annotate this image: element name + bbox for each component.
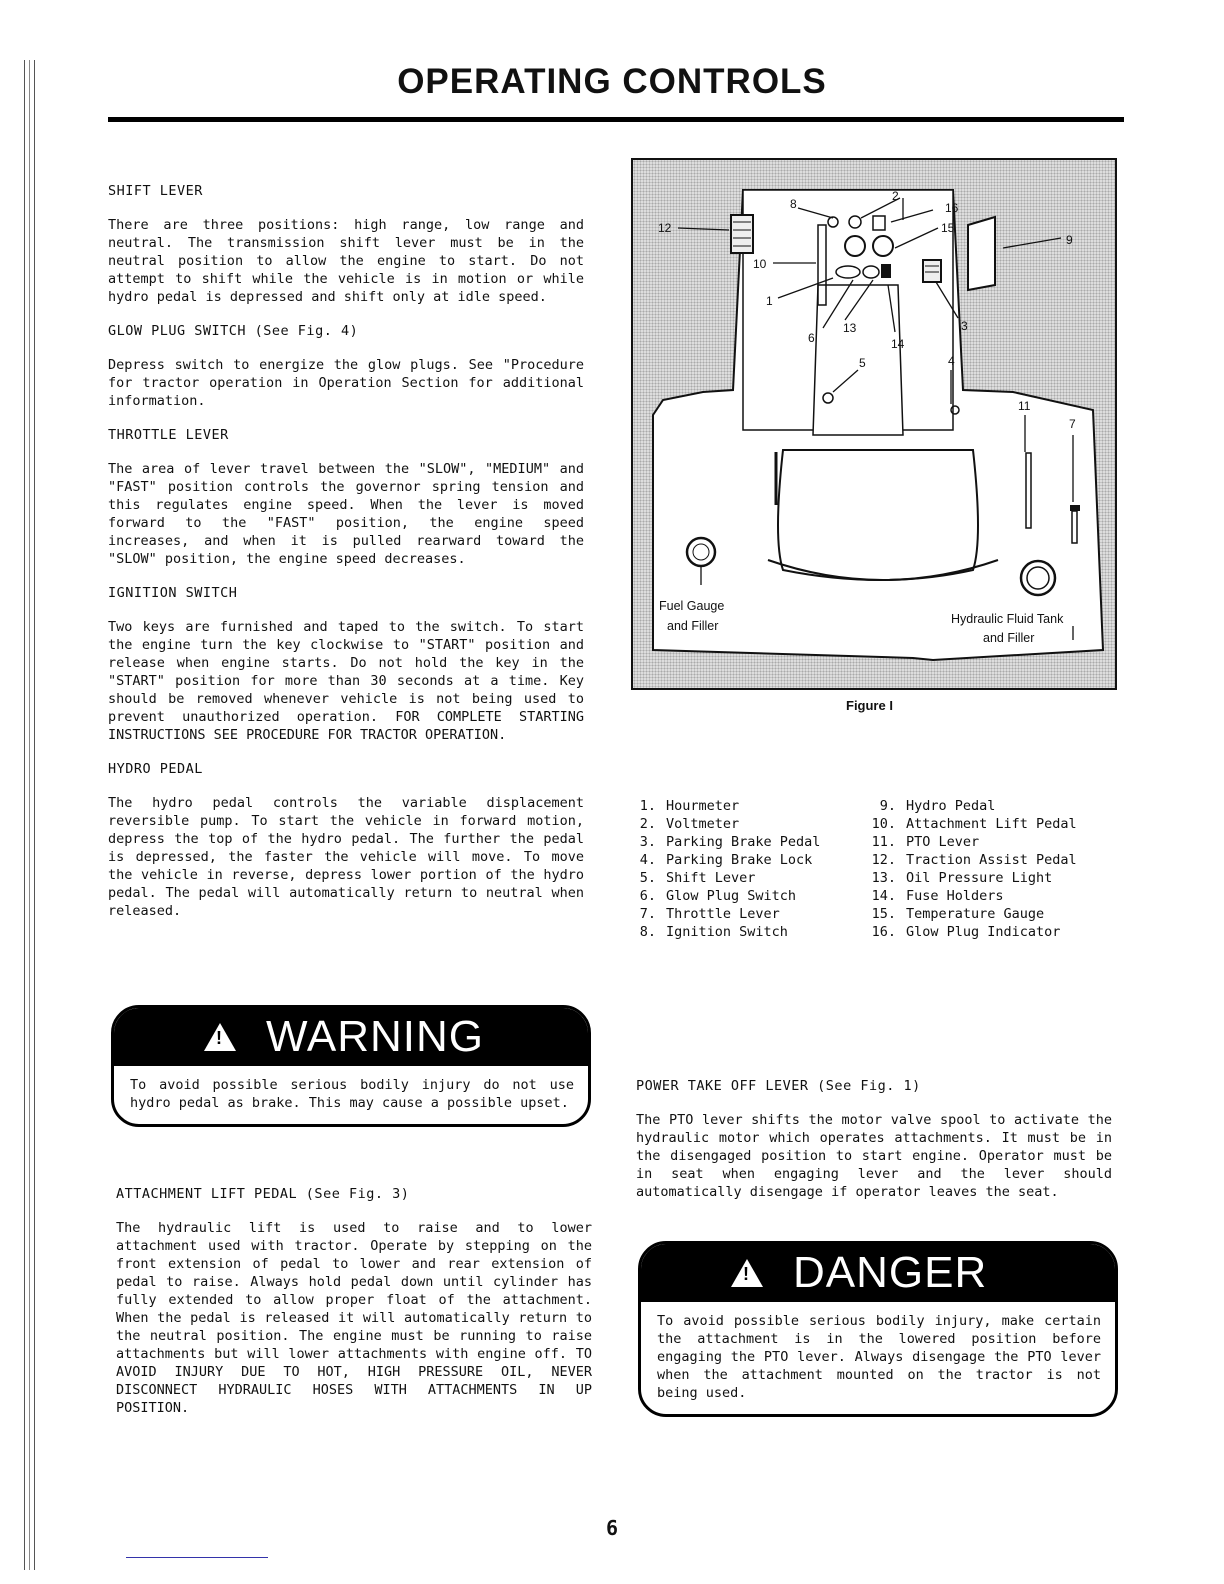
section-body-pto: The PTO lever shifts the motor valve spool to activate the hydraulic motor which operates attachments. It must be in the disengaged position to start engine. Operator must be in seat when engaging lever and the lever should automatically disengage if operator leaves the seat. bbox=[636, 1112, 1112, 1200]
warning-triangle-icon: ! bbox=[204, 1023, 236, 1051]
section-body-hydro-pedal: The hydro pedal controls the variable displacement reversible pump. To start the vehicle in forward motion, depress the top of the hydro pedal. The further the pedal is depressed, the faster the vehicle will move. To move the vehicle in reverse, depress lower portion of the hydro pedal. The pedal will automatically return to neutral when released. bbox=[108, 795, 584, 919]
binder-edge bbox=[22, 60, 38, 1570]
legend-item: 2. Voltmeter bbox=[639, 816, 740, 832]
section-heading-shift-lever: SHIFT LEVER bbox=[108, 183, 203, 199]
section-body-ignition: Two keys are furnished and taped to the switch. To start the engine turn the key clockwise to "START" position and release when engine starts. Do not hold the key in the "START" position for more than 30 seconds at a time. Key should be removed whenever vehicle is not being used to prevent unauthorized operation. FOR COMPLETE STARTING INSTRUCTIONS SEE PROCEDURE FOR TRACTOR OPERATION. bbox=[108, 619, 584, 743]
section-heading-hydro-pedal: HYDRO PEDAL bbox=[108, 761, 203, 777]
callout-10: 10 bbox=[753, 257, 767, 271]
callout-2: 2 bbox=[892, 189, 899, 203]
callout-4: 4 bbox=[948, 354, 955, 368]
section-body-throttle: The area of lever travel between the "SLOW", "MEDIUM" and "FAST" position controls the governor spring tension and this regulates engine speed. When the lever is moved forward to the "FAST" position, the engine speed increases, and when it is pulled rearward toward the "SLOW" position, the engine speed decreases. bbox=[108, 461, 584, 567]
center-tunnel bbox=[813, 285, 903, 435]
legend-item: 13. Oil Pressure Light bbox=[871, 870, 1053, 886]
section-body-attachment: The hydraulic lift is used to raise and to lower attachment used with tractor. Operate by stepping on the front extension of pedal to lower and rear extension of pedal to raise. Always hold pedal down until cylinder has fully extended to allow proper float of the attachment. When the pedal is released it will automatically return to the neutral position. The engine must be running to raise attachments but will lower attachments with engine off. TO AVOID INJURY DUE TO HOT, HIGH PRESSURE OIL, NEVER DISCONNECT HYDRAULIC HOSES WITH ATTACHMENTS IN UP POSITION. bbox=[116, 1220, 592, 1416]
left-column bbox=[108, 182, 584, 936]
legend-item: 8. Ignition Switch bbox=[639, 924, 788, 940]
hydraulic-tank-label-2: and Filler bbox=[983, 631, 1035, 645]
legend-item: 3. Parking Brake Pedal bbox=[639, 834, 821, 850]
section-heading-pto: POWER TAKE OFF LEVER (See Fig. 1) bbox=[636, 1078, 921, 1094]
callout-14: 14 bbox=[891, 337, 905, 351]
callout-6: 6 bbox=[808, 331, 815, 345]
legend-item: 11. PTO Lever bbox=[871, 834, 980, 850]
figure-1-diagram bbox=[631, 158, 1117, 690]
legend-right bbox=[868, 797, 1118, 941]
section-heading-throttle: THROTTLE LEVER bbox=[108, 427, 229, 443]
callout-11: 11 bbox=[1018, 399, 1031, 413]
warning-header bbox=[114, 1008, 588, 1066]
hydraulic-tank-label-1: Hydraulic Fluid Tank bbox=[951, 612, 1064, 626]
danger-triangle-icon: ! bbox=[731, 1259, 763, 1287]
section-body-shift-lever: There are three positions: high range, low range and neutral. The transmission shift lever must be in the neutral position to allow the engine to start. Do not attempt to shift while the vehicle is in motion or while hydro pedal is depressed and shift only at idle speed. bbox=[108, 217, 584, 305]
section-heading-ignition: IGNITION SWITCH bbox=[108, 585, 238, 601]
warning-box bbox=[111, 1005, 591, 1127]
callout-8: 8 bbox=[790, 197, 797, 211]
legend-item: 15. Temperature Gauge bbox=[871, 906, 1045, 922]
legend-item: 14. Fuse Holders bbox=[871, 888, 1004, 904]
fuel-gauge-icon bbox=[687, 538, 715, 566]
legend-item: 12. Traction Assist Pedal bbox=[871, 852, 1077, 868]
page-title: OPERATING CONTROLS bbox=[397, 62, 827, 101]
section-heading-glow-plug: GLOW PLUG SWITCH (See Fig. 4) bbox=[108, 323, 359, 339]
seat bbox=[778, 450, 978, 580]
legend-item: 16. Glow Plug Indicator bbox=[871, 924, 1061, 940]
attachment-section bbox=[116, 1185, 592, 1433]
fuel-gauge-label-2: and Filler bbox=[667, 619, 719, 633]
warning-label: WARNING bbox=[266, 1012, 485, 1061]
legend-item: 9. Hydro Pedal bbox=[879, 798, 996, 814]
legend-item: 10. Attachment Lift Pedal bbox=[871, 816, 1077, 832]
legend-item: 7. Throttle Lever bbox=[639, 906, 780, 922]
page-number: 6 bbox=[606, 1516, 619, 1540]
callout-16: 16 bbox=[945, 201, 959, 215]
legend-item: 6. Glow Plug Switch bbox=[639, 888, 797, 904]
warning-text: To avoid possible serious bodily injury do not use hydro pedal as brake. This may cause a possible upset. bbox=[130, 1077, 574, 1111]
section-body-glow-plug: Depress switch to energize the glow plugs. See "Procedure for tractor operation in Operation Section for additional information. bbox=[108, 357, 584, 409]
pto-section bbox=[636, 1077, 1112, 1217]
danger-label: DANGER bbox=[793, 1248, 988, 1297]
callout-9: 9 bbox=[1066, 233, 1073, 247]
section-heading-attachment: ATTACHMENT LIFT PEDAL (See Fig. 3) bbox=[116, 1186, 410, 1202]
legend-item: 1. Hourmeter bbox=[639, 798, 740, 814]
callout-15: 15 bbox=[941, 221, 955, 235]
callout-1: 1 bbox=[766, 294, 773, 308]
callout-5: 5 bbox=[859, 356, 866, 370]
callout-3: 3 bbox=[961, 319, 968, 333]
danger-text: To avoid possible serious bodily injury, make certain the attachment is in the lowered position before engaging the PTO lever. Always disengage the PTO lever when the attachment mounted on the tractor is not being used. bbox=[657, 1313, 1101, 1401]
legend-item: 5. Shift Lever bbox=[639, 870, 756, 886]
callout-7: 7 bbox=[1069, 417, 1076, 431]
callout-13: 13 bbox=[843, 321, 857, 335]
legend-left bbox=[628, 797, 858, 941]
fuel-gauge-label-1: Fuel Gauge bbox=[659, 599, 725, 613]
callout-12: 12 bbox=[658, 221, 672, 235]
footer-line bbox=[126, 1557, 268, 1558]
figure-caption: Figure I bbox=[846, 698, 893, 713]
legend-item: 4. Parking Brake Lock bbox=[639, 852, 813, 868]
title-rule bbox=[108, 117, 1124, 122]
danger-header bbox=[641, 1244, 1115, 1302]
hydraulic-filler-icon bbox=[1021, 561, 1055, 595]
danger-box bbox=[638, 1241, 1118, 1417]
